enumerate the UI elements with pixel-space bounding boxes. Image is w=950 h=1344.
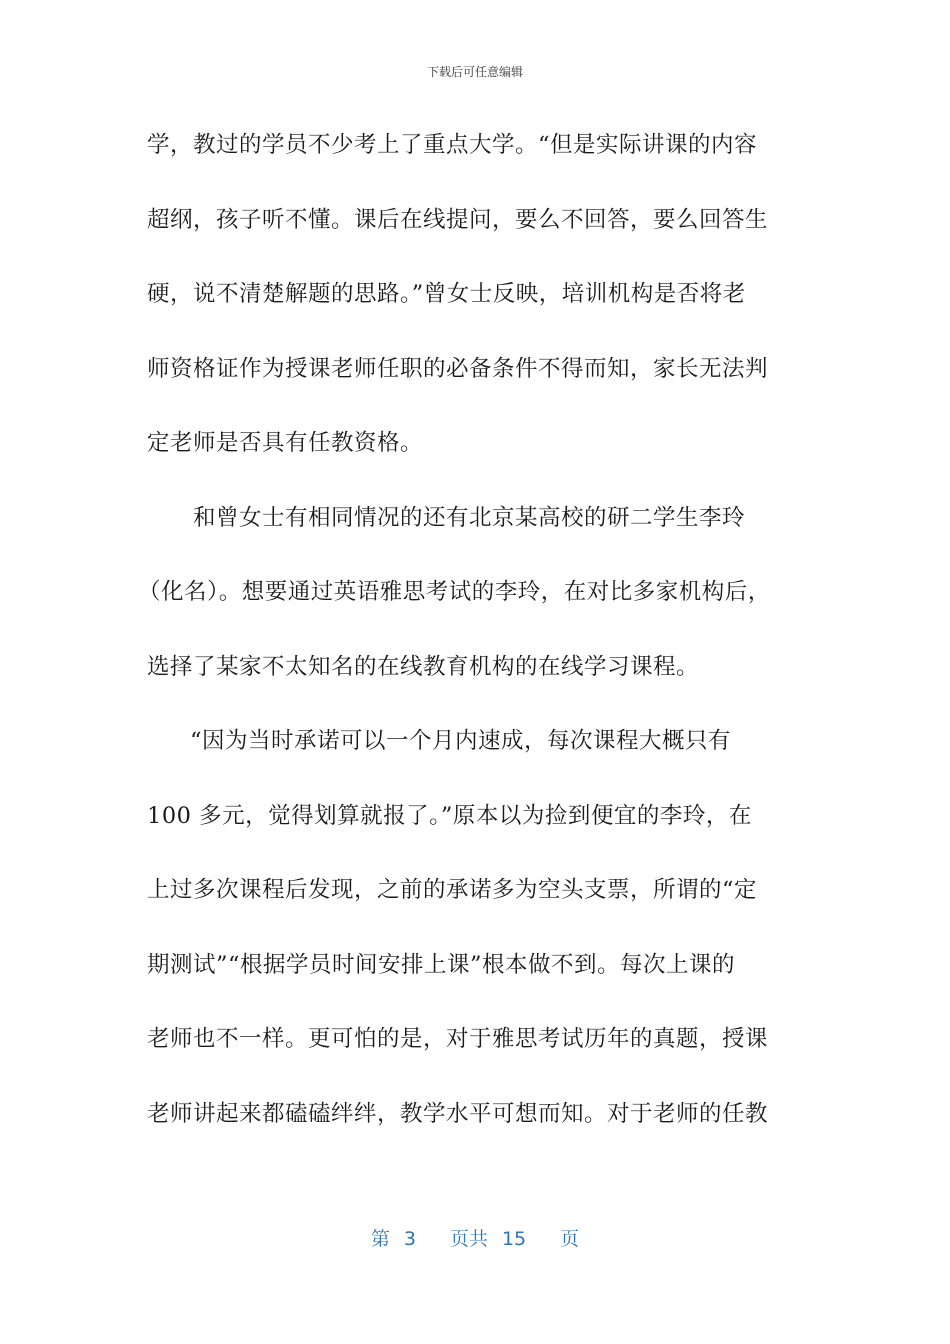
page-header: 下载后可任意编辑 [426, 65, 523, 79]
body-line: 上过多次课程后发现，之前的承诺多为空头支票，所谓的“定 [147, 877, 758, 903]
page-label-middle: 页共 [449, 1228, 488, 1250]
page-footer [0, 1226, 950, 1252]
paragraph-first-line: “因为当时承诺可以一个月内速成，每次课程大概只有 [190, 728, 732, 754]
page-label-prefix: 第 [370, 1228, 390, 1250]
current-page-number: 3 [403, 1228, 416, 1250]
page-label-suffix: 页 [560, 1228, 580, 1250]
body-line: 学，教过的学员不少考上了重点大学。“但是实际讲课的内容 [147, 132, 758, 158]
body-line: 老师讲起来都磕磕绊绊，教学水平可想而知。对于老师的任教 [147, 1101, 769, 1127]
body-line: 硬，说不清楚解题的思路。”曾女士反映，培训机构是否将老 [147, 281, 746, 307]
body-line: 定老师是否具有任教资格。 [147, 430, 424, 456]
body-line: 师资格证作为授课老师任职的必备条件不得而知，家长无法判 [147, 356, 769, 382]
total-pages-number: 15 [501, 1228, 527, 1250]
body-line: （化名）。想要通过英语雅思考试的李玲，在对比多家机构后， [138, 579, 771, 605]
paragraph-first-line: 和曾女士有相同情况的还有北京某高校的研二学生李玲 [193, 505, 746, 531]
body-line: 期测试”“根据学员时间安排上课”根本做不到。每次上课的 [147, 952, 736, 978]
body-line: 100 多元，觉得划算就报了。”原本以为捡到便宜的李玲，在 [147, 803, 752, 829]
body-line: 超纲，孩子听不懂。课后在线提问，要么不回答，要么回答生 [147, 207, 769, 233]
body-line: 选择了某家不太知名的在线教育机构的在线学习课程。 [147, 654, 700, 680]
body-line: 老师也不一样。更可怕的是，对于雅思考试历年的真题，授课 [147, 1026, 769, 1052]
